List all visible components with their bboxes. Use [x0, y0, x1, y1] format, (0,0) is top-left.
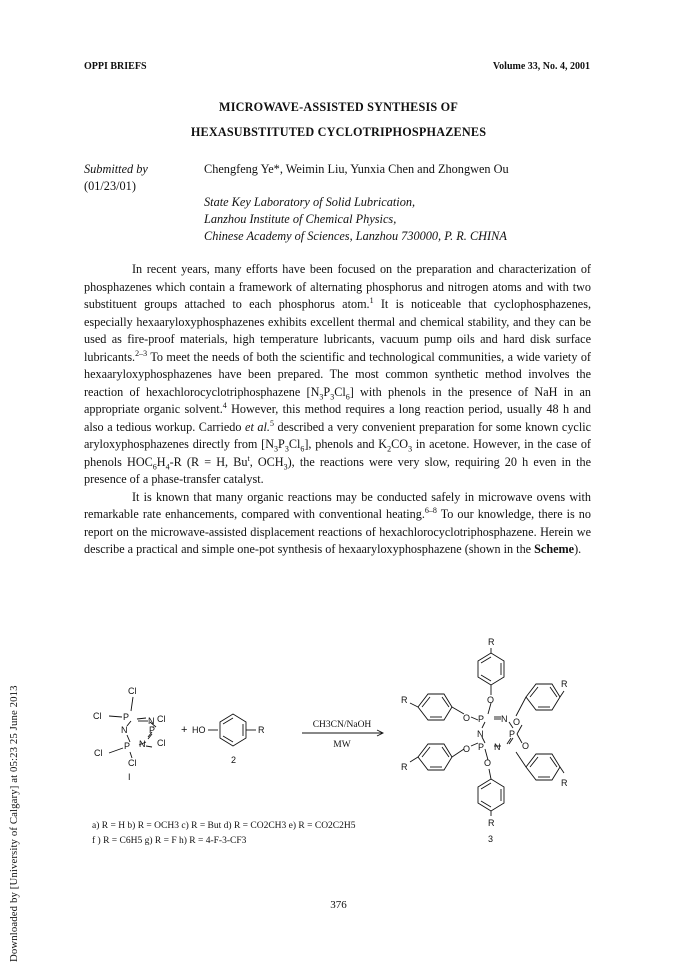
article-body [84, 261, 591, 559]
plus-sign: + [181, 724, 188, 736]
running-header-left: OPPI BRIEFS [84, 61, 147, 72]
paragraph-2: It is known that many organic reactions may be conducted safely in microwave ovens with remarkable rate enhancements, compared with conventional heating.$^{6-8}$ To our knowledge, there is no report on the microwave-assisted displacement reactions of hexachlorocyclotriphosphazene. Herein we describe a practical and simple one-pot synthesis of hexaaryloxyphosphazene (shown in the Scheme). [84, 489, 591, 556]
compound-1-label: I [128, 772, 131, 782]
scheme-substituent-r: R [561, 679, 568, 689]
scheme-substituent-r: R [258, 725, 265, 735]
compound-2-label: 2 [231, 755, 237, 765]
scheme-atom-n: N [494, 742, 501, 752]
scheme-atom-p: P [124, 741, 131, 751]
scheme-substituent-r: R [488, 637, 495, 647]
affiliation-line1: State Key Laboratory of Solid Lubrication, [204, 195, 416, 209]
scheme-atom-o: O [522, 741, 530, 751]
scheme-atom-cl: Cl [157, 714, 166, 724]
scheme-atom-o: O [487, 695, 495, 705]
scheme-atom-o: O [463, 744, 471, 754]
scheme-atom-n: N [139, 739, 146, 749]
article-title-line1: MICROWAVE-ASSISTED SYNTHESIS OF [219, 100, 458, 114]
running-header-right: Volume 33, No. 4, 2001 [492, 61, 590, 72]
scheme-substituent-r: R [401, 762, 408, 772]
scheme-atom-p: P [149, 725, 156, 735]
scheme-atom-o: O [484, 758, 492, 768]
scheme-atom-n: N [477, 729, 484, 739]
scheme-atom-cl: Cl [128, 686, 137, 696]
page-number: 376 [330, 899, 347, 911]
scheme-atom-n: N [148, 716, 155, 726]
scheme-hydroxy: HO [192, 725, 206, 735]
scheme-atom-cl: Cl [128, 758, 137, 768]
scheme-atom-n: N [501, 714, 508, 724]
scheme-atom-p: P [123, 712, 130, 722]
scheme-atom-p: P [509, 729, 516, 739]
scheme-atom-cl: Cl [157, 738, 166, 748]
submitted-date: (01/23/01) [84, 179, 136, 193]
scheme-atom-o: O [513, 717, 521, 727]
affiliation-line2: Lanzhou Institute of Chemical Physics, [204, 212, 397, 226]
submitted-label: Submitted by [84, 162, 148, 176]
scheme-atom-p: P [478, 714, 485, 724]
r-group-list-line2: f ) R = C6H5 g) R = F h) R = 4-F-3-CF3 [92, 836, 247, 846]
affiliation-line3: Chinese Academy of Sciences, Lanzhou 730000, P. R. CHINA [204, 229, 507, 243]
scheme-substituent-r: R [488, 818, 495, 828]
scheme-atom-p: P [478, 742, 485, 752]
article-title-line2: HEXASUBSTITUTED CYCLOTRIPHOSPHAZENES [190, 125, 487, 139]
scheme-substituent-r: R [401, 695, 408, 705]
scheme-substituent-r: R [561, 778, 568, 788]
reaction-conditions-bottom: MW [333, 740, 351, 750]
paragraph-1: In recent years, many efforts have been focused on the preparation and characterization of phosphazenes which contain a framework of alternating phosphorus and nitrogen atoms and with two substituent groups attached to each phosphorus atom.$^1$ It is noticeable that cyclophosphazenes, especially hexaaryloxyphosphazenes exhibits excellent thermal and chemical stability, and they can be used as fire-proof materials, high temperature lubricants, vacuum pump oils and hard disk surface lubricants.$^{2-3}$ To meet the needs of both the scientific and technological communities, a wide variety of hexaaryloxyphosphazenes have been prepared. The most common synthetic method involves the reaction of hexachlorocyclotriphosphazene $[N_3P_3Cl_6]$ with phenols in the presence of NaH in an appropriate organic solvent.$^4$ However, this method requires a long reaction period, usually 48 h and also a tedious workup. Carriedo et al.$^5$ described a very convenient preparation for some known cyclic aryloxyphosphazenes directly from $[N_3P_3Cl_6]$, phenols and $K_2CO_3$ in acetone. However, in the case of phenols $HOC_6H_4-R$ (R = H, Bu$^t$, $OCH_3$), the reactions were very slow, requiring 20 h even in the presence of a phase-transfer catalyst. [84, 262, 592, 486]
scheme-atom-cl: Cl [93, 711, 102, 721]
download-notice: Downloaded by [University of Calgary] at 05:23 25 June 2013 [8, 685, 20, 962]
reaction-conditions-top: CH3CN/NaOH [312, 720, 372, 730]
scheme-atom-o: O [463, 713, 471, 723]
compound-3-label: 3 [488, 834, 494, 844]
reaction-scheme [0, 630, 677, 880]
author-list: Chengfeng Ye*, Weimin Liu, Yunxia Chen and Zhongwen Ou [204, 162, 509, 176]
scheme-atom-n: N [121, 725, 128, 735]
scheme-atom-cl: Cl [94, 748, 103, 758]
r-group-list-line1: a) R = H b) R = OCH3 c) R = But d) R = CO2CH3 e) R = CO2C2H5 [92, 821, 356, 831]
